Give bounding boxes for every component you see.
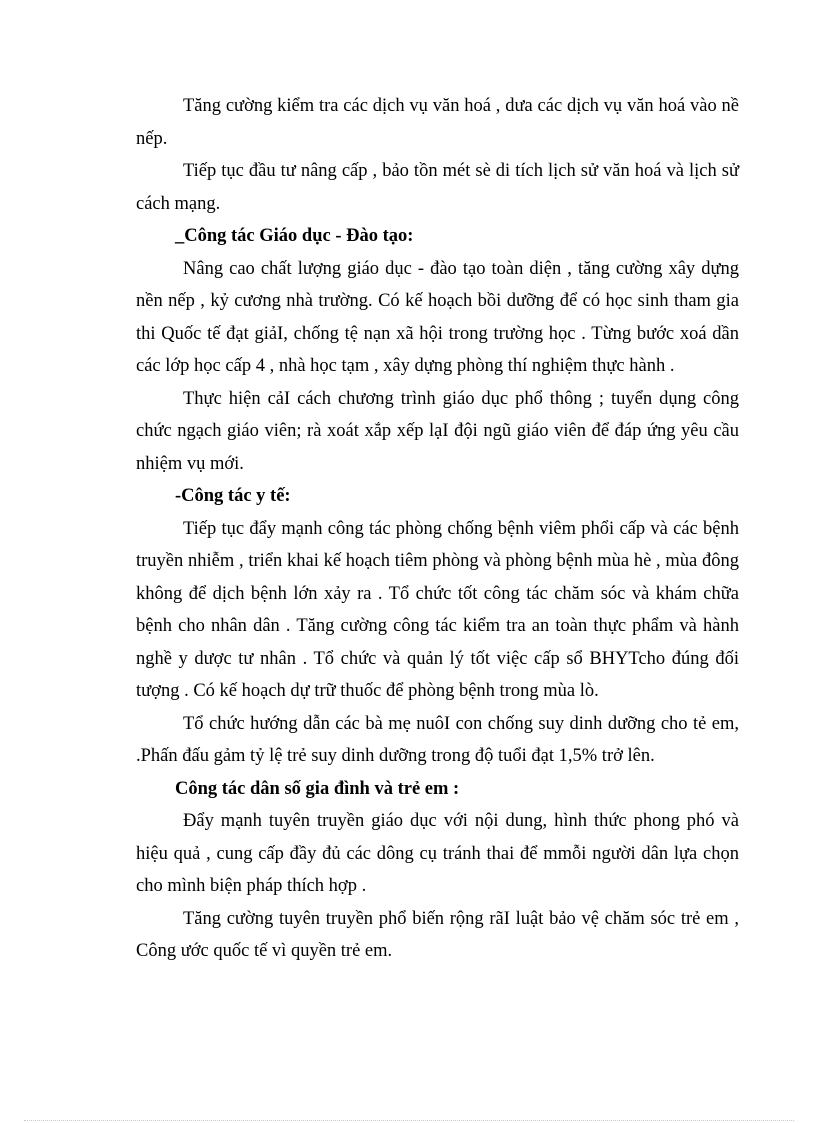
paragraph: Đẩy mạnh tuyên truyền giáo dục với nội dung, hình thức phong phó và hiệu quả , cung cấp đầy đủ các dông cụ tránh thai để mmỗi người dân lựa chọn cho mình biện pháp thích hợp . [136, 811, 739, 896]
paragraph: Nâng cao chất lượng giáo dục - đào tạo toàn diện , tăng cường xây dựng nền nếp , kỷ cương nhà trường. Có kế hoạch bồi dưỡng để có học sinh tham gia thi Quốc tế đạt giảI, chống tệ nạn xã hội trong trường học . Từng bước xoá dần các lớp học cấp 4 , nhà học tạm , xây dựng phòng thí nghiệm thực hành . [136, 258, 739, 376]
paragraph: Thực hiện cảI cách chương trình giáo dục phổ thông ; tuyển dụng công chức ngạch giáo viên; rà xoát xắp xếp lạI đội ngũ giáo viên để đáp ứng yêu cầu nhiệm vụ mới. [136, 388, 739, 474]
paragraph: Tăng cường kiểm tra các dịch vụ văn hoá , dưa các dịch vụ văn hoá vào nề nếp. [136, 96, 739, 149]
paragraph: Tiếp tục đẩy mạnh công tác phòng chống bệnh viêm phổi cấp và các bệnh truyền nhiễm , triển khai kế hoạch tiêm phòng và phòng bệnh mùa hè , mùa đông không để dịch bệnh lớn xảy ra . Tổ chức tốt công tác chăm sóc và khám chữa bệnh cho nhân dân . Tăng cường công tác kiểm tra an toàn thực phẩm và hành nghề y dược tư nhân . Tổ chức và quản lý tốt việc cấp sổ BHYTcho đúng đối tượng . Có kế hoạch dự trữ thuốc để phòng bệnh trong mùa lò. [136, 518, 739, 701]
section-heading-health: -Công tác y tế: [175, 486, 291, 506]
page-bottom-divider [24, 1120, 794, 1121]
document-body [136, 90, 739, 968]
section-heading-education: _Công tác Giáo dục - Đào tạo: [175, 226, 414, 246]
paragraph: Tiếp tục đầu tư nâng cấp , bảo tồn mét sè di tích lịch sử văn hoá và lịch sử cách mạng. [136, 161, 739, 214]
paragraph: Tăng cường tuyên truyền phổ biến rộng rãI luật bảo vệ chăm sóc trẻ em , Công ước quốc tế vì quyền trẻ em. [136, 908, 739, 961]
paragraph: Tổ chức hướng dẫn các bà mẹ nuôI con chống suy dinh dưỡng cho tẻ em, .Phấn đấu gảm tỷ lệ trẻ suy dinh dưỡng trong độ tuổi đạt 1,5% trở lên. [136, 713, 739, 766]
section-heading-population: Công tác dân số gia đình và trẻ em : [175, 778, 460, 799]
